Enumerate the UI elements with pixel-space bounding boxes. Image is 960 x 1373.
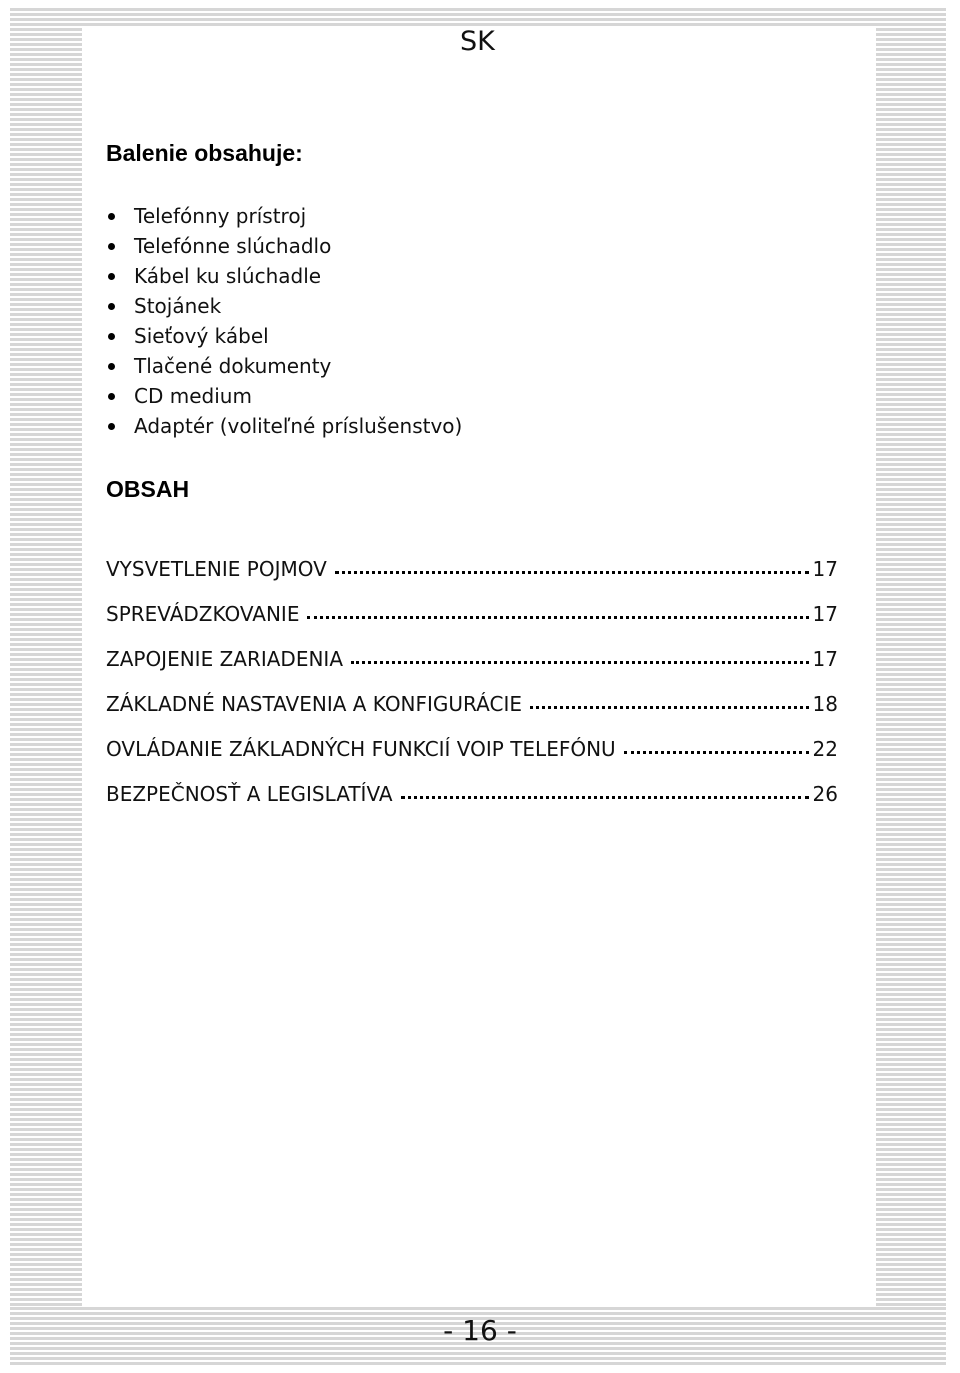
toc-entry[interactable] <box>106 671 838 716</box>
toc-dot-leader <box>530 706 809 709</box>
toc-dot-leader <box>307 616 808 619</box>
toc-entry-page: 17 <box>812 557 838 581</box>
decorative-stripes-top <box>10 8 946 28</box>
toc-entry-page: 26 <box>812 782 838 806</box>
bullet-icon <box>108 333 115 340</box>
bullet-icon <box>108 243 115 250</box>
list-item <box>106 261 462 291</box>
toc-dot-leader <box>335 571 809 574</box>
package-contents-title: Balenie obsahuje: <box>106 140 303 166</box>
toc-entry-page: 18 <box>812 692 838 716</box>
list-item <box>106 291 462 321</box>
bullet-icon <box>108 273 115 280</box>
list-item <box>106 231 462 261</box>
bullet-icon <box>108 213 115 220</box>
list-item <box>106 321 462 351</box>
bullet-icon <box>108 423 115 430</box>
list-item <box>106 351 462 381</box>
list-item <box>106 201 462 231</box>
decorative-stripes-right <box>874 8 946 1365</box>
package-contents-list <box>106 201 462 441</box>
toc-entry[interactable] <box>106 581 838 626</box>
language-code: SK <box>460 26 495 57</box>
bullet-icon <box>108 303 115 310</box>
toc-entry-page: 17 <box>812 602 838 626</box>
toc-entry[interactable] <box>106 716 838 761</box>
list-item-label: Tlačené dokumenty <box>134 354 332 378</box>
toc-dot-leader <box>351 661 809 664</box>
toc-dot-leader <box>401 796 809 799</box>
list-item-label: Adaptér (voliteľné príslušenstvo) <box>134 414 463 438</box>
list-item-label: Stojánek <box>134 294 222 318</box>
toc-entry-label: VYSVETLENIE POJMOV <box>106 557 327 581</box>
decorative-stripes-left <box>10 8 82 1365</box>
toc-entry-page: 22 <box>812 737 838 761</box>
list-item <box>106 381 462 411</box>
toc-title: OBSAH <box>106 476 190 502</box>
toc-entry-label: ZAPOJENIE ZARIADENIA <box>106 647 344 671</box>
list-item-label: Telefónne slúchadlo <box>134 234 332 258</box>
toc-entry[interactable] <box>106 761 838 806</box>
table-of-contents <box>106 536 838 806</box>
toc-entry[interactable] <box>106 626 838 671</box>
list-item-label: Sieťový kábel <box>134 324 269 348</box>
toc-entry-page: 17 <box>812 647 838 671</box>
list-item <box>106 411 462 441</box>
toc-entry-label: ZÁKLADNÉ NASTAVENIA A KONFIGURÁCIE <box>106 692 522 716</box>
toc-entry-label: SPREVÁDZKOVANIE <box>106 602 300 626</box>
toc-entry[interactable] <box>106 536 838 581</box>
bullet-icon <box>108 393 115 400</box>
list-item-label: Telefónny prístroj <box>134 204 307 228</box>
toc-entry-label: BEZPEČNOSŤ A LEGISLATÍVA <box>106 782 393 806</box>
toc-entry-label: OVLÁDANIE ZÁKLADNÝCH FUNKCIÍ VOIP TELEFÓNU <box>106 737 616 761</box>
list-item-label: CD medium <box>134 384 252 408</box>
toc-dot-leader <box>624 751 809 754</box>
list-item-label: Kábel ku slúchadle <box>134 264 322 288</box>
bullet-icon <box>108 363 115 370</box>
page-number: - 16 - <box>443 1314 517 1347</box>
